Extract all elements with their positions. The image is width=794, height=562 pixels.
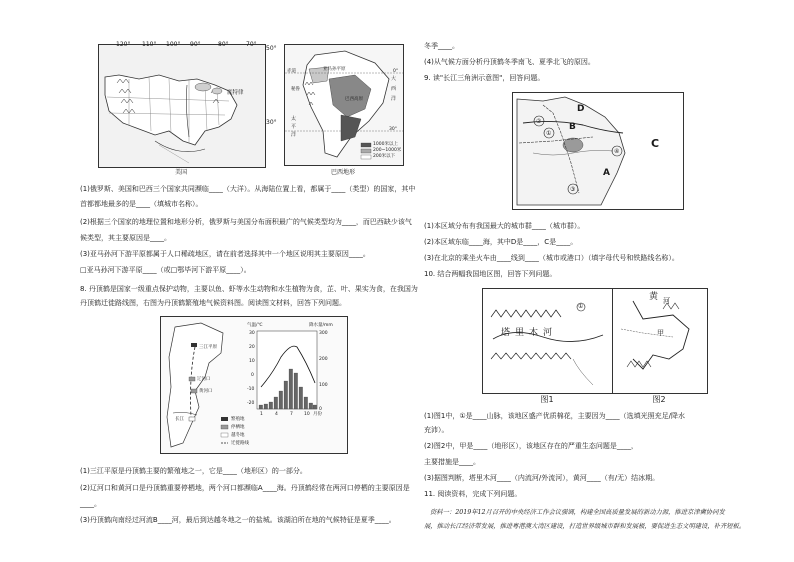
tarim-label-1: ① (578, 303, 584, 310)
climate-temp-tick: -10 (247, 387, 255, 392)
crane-route-figure (160, 316, 348, 454)
tarim-label: 塔 (501, 328, 511, 338)
brazil-map-label: 西 (391, 86, 397, 92)
delta-label-a: A (603, 168, 610, 178)
brazil-legend-item: 1000米以上 (373, 142, 398, 147)
climate-axis-label: 月份 (313, 412, 322, 417)
xinjiang-figure (482, 288, 614, 394)
brazil-map-label: 亚马孙平原 (323, 67, 346, 72)
q8-answer-line: (1)三江平原是丹顶鹤主要的繁殖地之一，它是____（地形区）的一部分。 (80, 467, 307, 475)
delta-label-b: B (569, 122, 576, 132)
brazil-legend-item: 200米以下 (373, 154, 396, 159)
brazil-map-label: 30° (389, 127, 397, 132)
delta-label-2: ② (536, 118, 542, 125)
usa-lat-tick: 30° (266, 119, 277, 126)
fig1-caption: 图1 (540, 395, 554, 404)
brazil-map-label: 赤道 (287, 69, 296, 74)
loess-map-svg (613, 289, 707, 393)
delta-label-d: D (577, 104, 585, 114)
delta-label-c: C (651, 137, 660, 150)
usa-lon-tick: 80° (218, 41, 229, 48)
climate-temp-tick: 30 (249, 331, 255, 336)
q10-line: (1)图1中，①是____山脉，该地区盛产优质棉花，主要因为____（选填光照充足/降水 (424, 412, 686, 420)
usa-map-place-label: 底特律 (227, 90, 244, 96)
q8-cont-line: (4)从气候方面分析丹顶鹤冬季南飞、夏季北飞的原因。 (424, 58, 595, 66)
brazil-map-label: 0° (393, 69, 399, 74)
q9-line: (3)在北京的乘坐火车由____线到____（城市或港口）（填字母代号和铁路线名称）。 (424, 254, 679, 262)
q9-intro: 9. 读"长江三角洲示意图"，回答问题。 (424, 74, 545, 82)
tarim-label: 木 (529, 328, 539, 338)
usa-lon-tick: 90° (190, 41, 201, 48)
climate-precip-tick: 300 (319, 331, 328, 336)
crane-map-label: 辽河口 (197, 377, 211, 382)
q10-line: (2)图2中，甲是____（地形区），该地区存在的严重生态问题是____， (424, 442, 638, 450)
q7-line: 候类型，其主要原因是____。 (80, 234, 171, 242)
q11-intro: 11. 阅读资料，完成下列问题。 (424, 490, 522, 498)
crane-legend-item: 繁殖地 (231, 417, 245, 422)
brazil-map-label: 巴西高原 (345, 97, 363, 102)
crane-map-label: 长江 (175, 417, 184, 422)
yangtze-delta-svg (513, 93, 683, 209)
climate-month-tick: 1 (260, 412, 263, 417)
loess-label-jia: 甲 (657, 329, 664, 337)
q7-line: □亚马孙河下游平原____（或□鄂毕河下游平原____）。 (80, 266, 251, 274)
delta-label-4: ④ (614, 148, 620, 155)
usa-map-svg (99, 45, 265, 167)
climate-month-tick: 7 (290, 412, 293, 417)
brazil-map-caption: 巴西地形 (330, 169, 355, 176)
q9-line: (1)本区域分布有我国最大的城市群____（城市群）。 (424, 222, 585, 230)
brazil-map-label: 平 (291, 124, 297, 130)
fig2-caption: 图2 (652, 395, 666, 404)
climate-temp-tick: -20 (247, 401, 255, 406)
q10-line: 主要措施是____。 (424, 458, 480, 466)
delta-label-3: ③ (570, 186, 576, 193)
climate-precip-tick: 0 (319, 407, 322, 412)
tarim-label: 河 (543, 328, 553, 338)
tarim-label: 里 (515, 328, 525, 338)
usa-lon-tick: 100° (166, 41, 181, 48)
climate-temp-tick: 20 (249, 345, 255, 350)
climate-axis-label: 气温/℃ (247, 323, 263, 328)
climate-axis-label: 降水量/mm (309, 323, 333, 328)
q8-intro-line: 8. 丹顶鹤是国家一级重点保护动物，主要以鱼、虾等水生动物和水生植物为食，芷、叶、果实为食，在我国为 (80, 285, 418, 293)
q7-line: (3)亚马孙河下游平原都属于人口稀疏地区，请在前者选择其中一个地区说明其主要原因____。 (80, 250, 370, 258)
brazil-map-label: 洋 (391, 96, 397, 102)
usa-lon-tick: 120° (116, 41, 131, 48)
crane-legend-item: 越冬地 (231, 433, 245, 438)
loess-figure (612, 288, 708, 394)
q10-line: 充沛）。 (424, 426, 449, 434)
q9-line: (2)本区域东临____海，其中D是____，C是____。 (424, 238, 578, 246)
delta-label-1: ① (546, 130, 552, 137)
q8-answer-line: ____。 (80, 500, 101, 508)
q7-line: (1)俄罗斯、美国和巴西三个国家共同濒临____（大洋）。从海陆位置上看，都属于____（类型）的国家，其中 (80, 185, 416, 193)
loess-label: 河 (663, 297, 670, 305)
crane-legend-item: 迁徙路线 (231, 441, 249, 446)
brazil-map-label: 秘鲁 (291, 87, 300, 92)
climate-temp-tick: 10 (249, 359, 255, 364)
q8-answer-line: (2)辽河口和黄河口是丹顶鹤重要停栖地，两个河口都濒临A____海。丹顶鹤经常在两河口停栖的主要原因是 (80, 484, 410, 492)
q8-intro-line: 丹顶鹤迁徙路线图，右图为丹顶鹤繁殖地气候资料图。阅读图文材料，回答下列问题。 (80, 299, 346, 307)
usa-map-caption: 美国 (174, 169, 187, 176)
q8-cont-line: 冬季____。 (424, 42, 459, 50)
crane-legend-item: 停栖地 (231, 425, 245, 430)
q8-answer-line: (3)丹顶鹤向南经过河流B____河，最后到达越冬地之一的盐城。该湖泊所在地的气候特征是夏季____。 (80, 516, 396, 524)
climate-month-tick: 10 (304, 412, 310, 417)
usa-lon-tick: 110° (142, 41, 157, 48)
usa-map-figure (98, 44, 266, 168)
yangtze-delta-figure (512, 92, 684, 210)
crane-map-label: 三江平原 (199, 345, 217, 350)
brazil-map-label: 大 (391, 76, 397, 82)
crane-map-label: 黄河口 (199, 389, 213, 394)
brazil-legend-item: 200~1000米 (373, 148, 402, 153)
loess-label: 黄 (649, 292, 659, 302)
q10-intro: 10. 结合两幅我国地区图，回答下列问题。 (424, 270, 557, 278)
q11-material-line: 展，推动长江经济带发展，推进粤港澳大湾区建设，打造世界级城市群和发展极，要促进生态文明建设，补齐短板。 (424, 523, 746, 530)
brazil-map-label: 洋 (291, 132, 297, 138)
tarim-map-svg (483, 289, 613, 393)
q7-line: 首都都地最多的是____（填城市名称）。 (80, 200, 203, 208)
climate-temp-tick: 0 (251, 373, 254, 378)
q7-line: (2)根据三个国家的地理位置和地形分析，俄罗斯与美国分布面积最广的气候类型均为____，而巴西缺少该气 (80, 218, 412, 226)
climate-month-tick: 4 (275, 412, 278, 417)
q11-material-line: 资料一：2019年12月召开的中央经济工作会议强调，构建全国高质量发展的新动力源，推进京津冀协同发 (430, 509, 725, 516)
brazil-map-label: 太 (291, 116, 297, 122)
climate-precip-tick: 100 (319, 383, 328, 388)
brazil-terrain-figure (284, 44, 404, 166)
q10-line: (3)据图判断，塔里木河____（内流河/外流河），黄河____（有/无）结冰期。 (424, 474, 660, 482)
usa-lon-tick: 70° (246, 41, 257, 48)
climate-precip-tick: 200 (319, 357, 328, 362)
usa-lat-tick: 50° (266, 45, 277, 52)
